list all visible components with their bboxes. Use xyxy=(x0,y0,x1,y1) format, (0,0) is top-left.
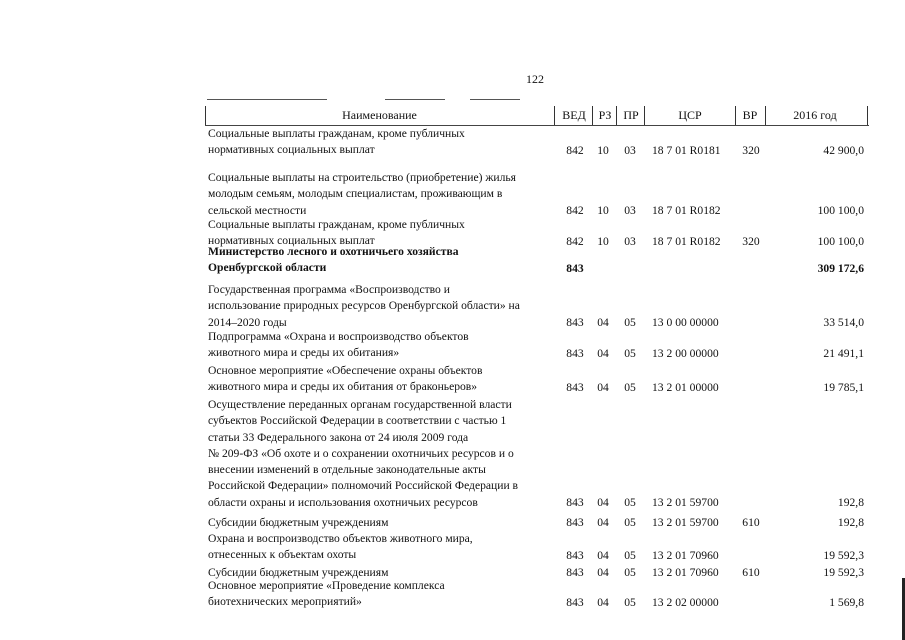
table-row xyxy=(0,126,905,159)
row-ved: 842 xyxy=(566,143,584,157)
row-sum: 33 514,0 xyxy=(823,315,864,329)
row-csr: 13 0 00 00000 xyxy=(652,315,719,329)
row-ved: 843 xyxy=(566,548,584,562)
row-ved: 843 xyxy=(566,496,584,510)
table-row xyxy=(0,515,905,531)
header-year: 2016 год xyxy=(793,108,837,122)
row-pr: 05 xyxy=(624,346,636,360)
table-row xyxy=(0,363,905,396)
row-csr: 13 2 01 00000 xyxy=(652,380,719,394)
row-ved: 843 xyxy=(566,380,584,394)
row-pr: 03 xyxy=(624,203,636,217)
table-row xyxy=(0,170,905,219)
table-row xyxy=(0,531,905,564)
row-name: Государственная программа «Воспроизводство и использование природных ресурсов Оренбургской области» на 2014–2020 годы xyxy=(208,283,520,329)
row-ved: 842 xyxy=(566,203,584,217)
row-vr: 320 xyxy=(742,143,760,157)
row-name: Социальные выплаты на строительство (приобретение) жилья молодым семьям, молодым специалистам, проживающим в сельской местности xyxy=(208,171,516,217)
row-rz: 04 xyxy=(597,516,609,530)
row-pr: 05 xyxy=(624,516,636,530)
row-rz: 04 xyxy=(597,380,609,394)
table-row xyxy=(0,244,905,277)
row-rz: 04 xyxy=(597,496,609,510)
row-rz: 04 xyxy=(597,315,609,329)
row-ved: 843 xyxy=(566,346,584,360)
table-row xyxy=(0,578,905,611)
row-vr: 610 xyxy=(742,516,760,530)
row-csr: 13 2 01 59700 xyxy=(652,496,719,510)
row-ved: 843 xyxy=(566,566,584,580)
header-pr: ПР xyxy=(623,108,639,122)
row-vr: 610 xyxy=(742,566,760,580)
table-row xyxy=(0,397,905,511)
row-rz: 10 xyxy=(597,203,609,217)
row-ved: 842 xyxy=(566,234,584,248)
row-csr: 18 7 01 R0181 xyxy=(652,143,721,157)
row-name: Министерство лесного и охотничьего хозяйства Оренбургской области xyxy=(208,245,459,275)
header-name: Наименование xyxy=(342,108,417,122)
header-csr: ЦСР xyxy=(678,108,702,122)
header-rz: РЗ xyxy=(598,108,612,122)
row-sum: 19 592,3 xyxy=(823,566,864,580)
table-row xyxy=(0,282,905,331)
row-name: Подпрограмма «Охрана и воспроизводство объектов животного мира и среды их обитания» xyxy=(208,330,469,360)
row-name: Социальные выплаты гражданам, кроме публичных нормативных социальных выплат xyxy=(208,218,465,248)
row-rz: 04 xyxy=(597,595,609,609)
row-ved: 843 xyxy=(566,595,584,609)
row-rz: 10 xyxy=(597,143,609,157)
row-csr: 13 2 01 59700 xyxy=(652,516,719,530)
row-ved: 843 xyxy=(566,516,584,530)
row-name: Субсидии бюджетным учреждениям xyxy=(208,566,389,579)
row-name: Охрана и воспроизводство объектов животного мира, отнесенных к объектам охоты xyxy=(208,532,473,562)
row-csr: 18 7 01 R0182 xyxy=(652,203,721,217)
row-name: Субсидии бюджетным учреждениям xyxy=(208,516,389,529)
row-csr: 13 2 01 70960 xyxy=(652,566,719,580)
row-pr: 03 xyxy=(624,234,636,248)
row-sum: 100 100,0 xyxy=(817,203,864,217)
row-rz: 04 xyxy=(597,548,609,562)
row-name: Основное мероприятие «Проведение комплекса биотехнических мероприятий» xyxy=(208,579,445,609)
row-sum: 309 172,6 xyxy=(817,261,864,275)
row-sum: 19 785,1 xyxy=(823,380,864,394)
row-csr: 18 7 01 R0182 xyxy=(652,234,721,248)
row-ved: 843 xyxy=(566,315,584,329)
row-sum: 100 100,0 xyxy=(817,234,864,248)
row-name: Социальные выплаты гражданам, кроме публичных нормативных социальных выплат xyxy=(208,127,465,157)
page-number: 122 xyxy=(526,72,544,86)
row-ved: 843 xyxy=(566,261,584,275)
row-pr: 05 xyxy=(624,566,636,580)
row-pr: 03 xyxy=(624,143,636,157)
table-row xyxy=(0,329,905,362)
row-pr: 05 xyxy=(624,548,636,562)
header-ved: ВЕД xyxy=(562,108,586,122)
row-pr: 05 xyxy=(624,496,636,510)
row-csr: 13 2 00 00000 xyxy=(652,346,719,360)
row-vr: 320 xyxy=(742,234,760,248)
row-sum: 21 491,1 xyxy=(823,346,864,360)
row-pr: 05 xyxy=(624,595,636,609)
row-csr: 13 2 02 00000 xyxy=(652,595,719,609)
row-rz: 04 xyxy=(597,346,609,360)
row-sum: 42 900,0 xyxy=(823,143,864,157)
header-vr: ВР xyxy=(742,108,758,122)
row-sum: 1 569,8 xyxy=(829,595,864,609)
row-sum: 192,8 xyxy=(837,516,864,530)
row-csr: 13 2 01 70960 xyxy=(652,548,719,562)
row-pr: 05 xyxy=(624,315,636,329)
row-rz: 10 xyxy=(597,234,609,248)
row-sum: 192,8 xyxy=(837,496,864,510)
row-name: Основное мероприятие «Обеспечение охраны объектов животного мира и среды их обитания от браконьеров» xyxy=(208,364,483,394)
row-rz: 04 xyxy=(597,566,609,580)
row-pr: 05 xyxy=(624,380,636,394)
row-name: Осуществление переданных органам государственной власти субъектов Российской Федерации в соответствии с частью 1 статьи 33 Федерального закона от 24 июля 2009 года № 209-ФЗ «Об охоте и о сохранении охотничьих ресурсов и о внесении изменений в отдельные законодательные акты Российской Федерации» полномочий Российской Федерации в области охраны и использования охотничьих ресурсов xyxy=(208,398,519,509)
row-sum: 19 592,3 xyxy=(823,548,864,562)
